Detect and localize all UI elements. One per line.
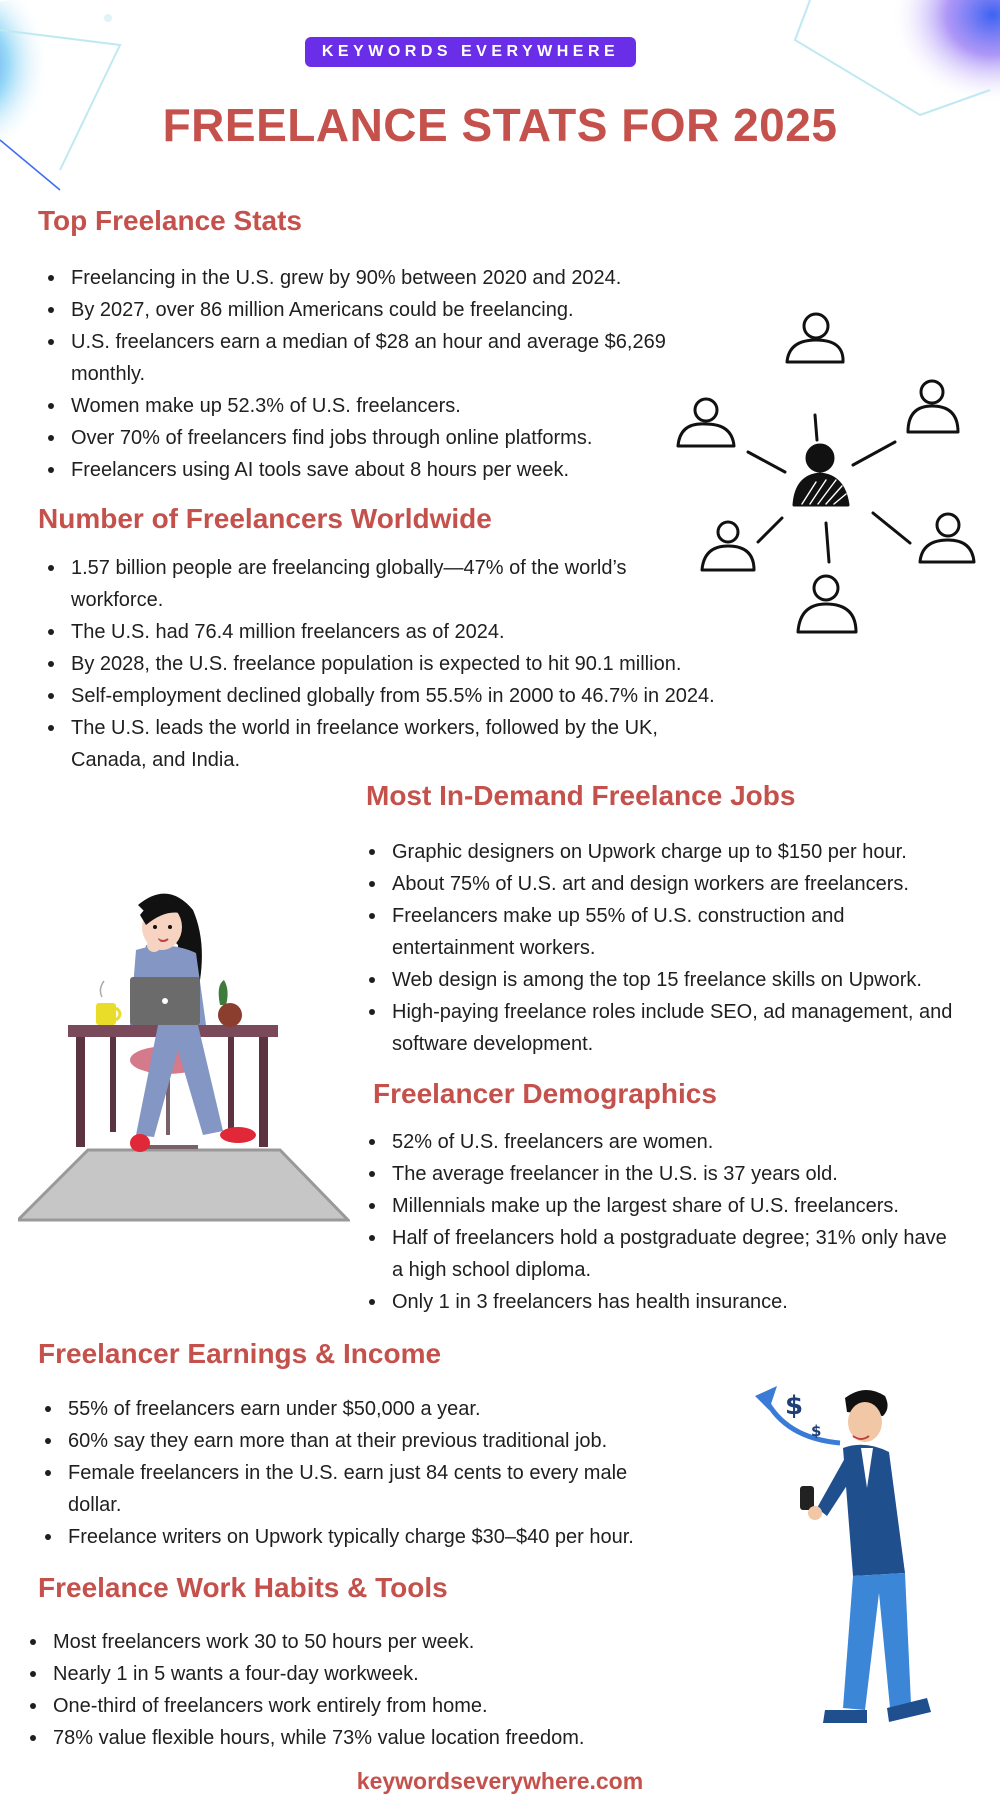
list-item: One-third of freelancers work entirely from home. bbox=[20, 1690, 700, 1722]
list-item: The U.S. had 76.4 million freelancers as of 2024. bbox=[38, 616, 783, 648]
list-item: Freelancers using AI tools save about 8 hours per week. bbox=[38, 454, 678, 486]
dollar-big-icon: $ bbox=[785, 1391, 804, 1421]
list-item: Nearly 1 in 5 wants a four-day workweek. bbox=[20, 1658, 700, 1690]
list-demographics bbox=[359, 1126, 984, 1318]
footer-url[interactable]: keywordseverywhere.com bbox=[356, 1768, 644, 1794]
person-left-icon bbox=[678, 399, 734, 446]
heading-jobs: Most In-Demand Freelance Jobs bbox=[366, 780, 796, 811]
network-people-icon bbox=[670, 300, 980, 645]
list-item: High-paying freelance roles include SEO, ad management, and software development. bbox=[359, 996, 984, 1060]
list-jobs bbox=[359, 836, 984, 1060]
man-with-phone-money-illustration bbox=[755, 1378, 950, 1743]
woman-at-desk-illustration bbox=[18, 885, 350, 1225]
dollar-small-icon: $ bbox=[811, 1422, 822, 1440]
list-item: Most freelancers work 30 to 50 hours per week. bbox=[20, 1626, 700, 1658]
list-top-stats bbox=[38, 262, 678, 486]
page-title: FREELANCE STATS FOR 2025 bbox=[162, 99, 838, 151]
brand-badge: KEYWORDS EVERYWHERE bbox=[305, 37, 636, 67]
list-item: Freelancers make up 55% of U.S. construction and entertainment workers. bbox=[359, 900, 899, 964]
person-bottom-right-icon bbox=[920, 514, 974, 562]
list-item: 1.57 billion people are freelancing globally—47% of the world’s workforce. bbox=[38, 552, 688, 616]
list-item: 55% of freelancers earn under $50,000 a year. bbox=[35, 1393, 725, 1425]
person-bottom-left-icon bbox=[702, 522, 754, 570]
list-item: U.S. freelancers earn a median of $28 an hour and average $6,269 monthly. bbox=[38, 326, 678, 390]
list-item: 78% value flexible hours, while 73% value location freedom. bbox=[20, 1722, 700, 1754]
heading-worldwide: Number of Freelancers Worldwide bbox=[38, 503, 492, 534]
person-right-icon bbox=[908, 381, 958, 432]
list-item: By 2027, over 86 million Americans could be freelancing. bbox=[38, 294, 678, 326]
list-item: 60% say they earn more than at their previous traditional job. bbox=[35, 1425, 725, 1457]
list-item: Web design is among the top 15 freelance skills on Upwork. bbox=[359, 964, 984, 996]
list-item: The average freelancer in the U.S. is 37 years old. bbox=[359, 1158, 984, 1190]
list-item: Millennials make up the largest share of U.S. freelancers. bbox=[359, 1190, 984, 1222]
list-item: About 75% of U.S. art and design workers are freelancers. bbox=[359, 868, 984, 900]
list-earnings bbox=[35, 1393, 725, 1553]
list-item: Over 70% of freelancers find jobs through online platforms. bbox=[38, 422, 678, 454]
list-item: Female freelancers in the U.S. earn just 84 cents to every male dollar. bbox=[35, 1457, 675, 1521]
list-item: Graphic designers on Upwork charge up to $150 per hour. bbox=[359, 836, 984, 868]
list-item: Only 1 in 3 freelancers has health insurance. bbox=[359, 1286, 984, 1318]
list-item: Half of freelancers hold a postgraduate degree; 31% only have a high school diploma. bbox=[359, 1222, 959, 1286]
list-habits bbox=[20, 1626, 700, 1754]
list-item: By 2028, the U.S. freelance population is expected to hit 90.1 million. bbox=[38, 648, 783, 680]
person-bottom-icon bbox=[798, 576, 856, 632]
list-item: Women make up 52.3% of U.S. freelancers. bbox=[38, 390, 678, 422]
list-item: The U.S. leads the world in freelance workers, followed by the UK, Canada, and India. bbox=[38, 712, 718, 776]
list-item: 52% of U.S. freelancers are women. bbox=[359, 1126, 984, 1158]
center-person-icon bbox=[794, 445, 848, 505]
list-item: Freelance writers on Upwork typically charge $30–$40 per hour. bbox=[35, 1521, 725, 1553]
person-top-icon bbox=[787, 314, 843, 362]
list-item: Self-employment declined globally from 55.5% in 2000 to 46.7% in 2024. bbox=[38, 680, 783, 712]
list-item: Freelancing in the U.S. grew by 90% between 2020 and 2024. bbox=[38, 262, 678, 294]
heading-demographics: Freelancer Demographics bbox=[373, 1078, 717, 1109]
heading-habits: Freelance Work Habits & Tools bbox=[38, 1572, 448, 1603]
heading-earnings: Freelancer Earnings & Income bbox=[38, 1338, 442, 1369]
heading-top-stats: Top Freelance Stats bbox=[38, 205, 303, 236]
